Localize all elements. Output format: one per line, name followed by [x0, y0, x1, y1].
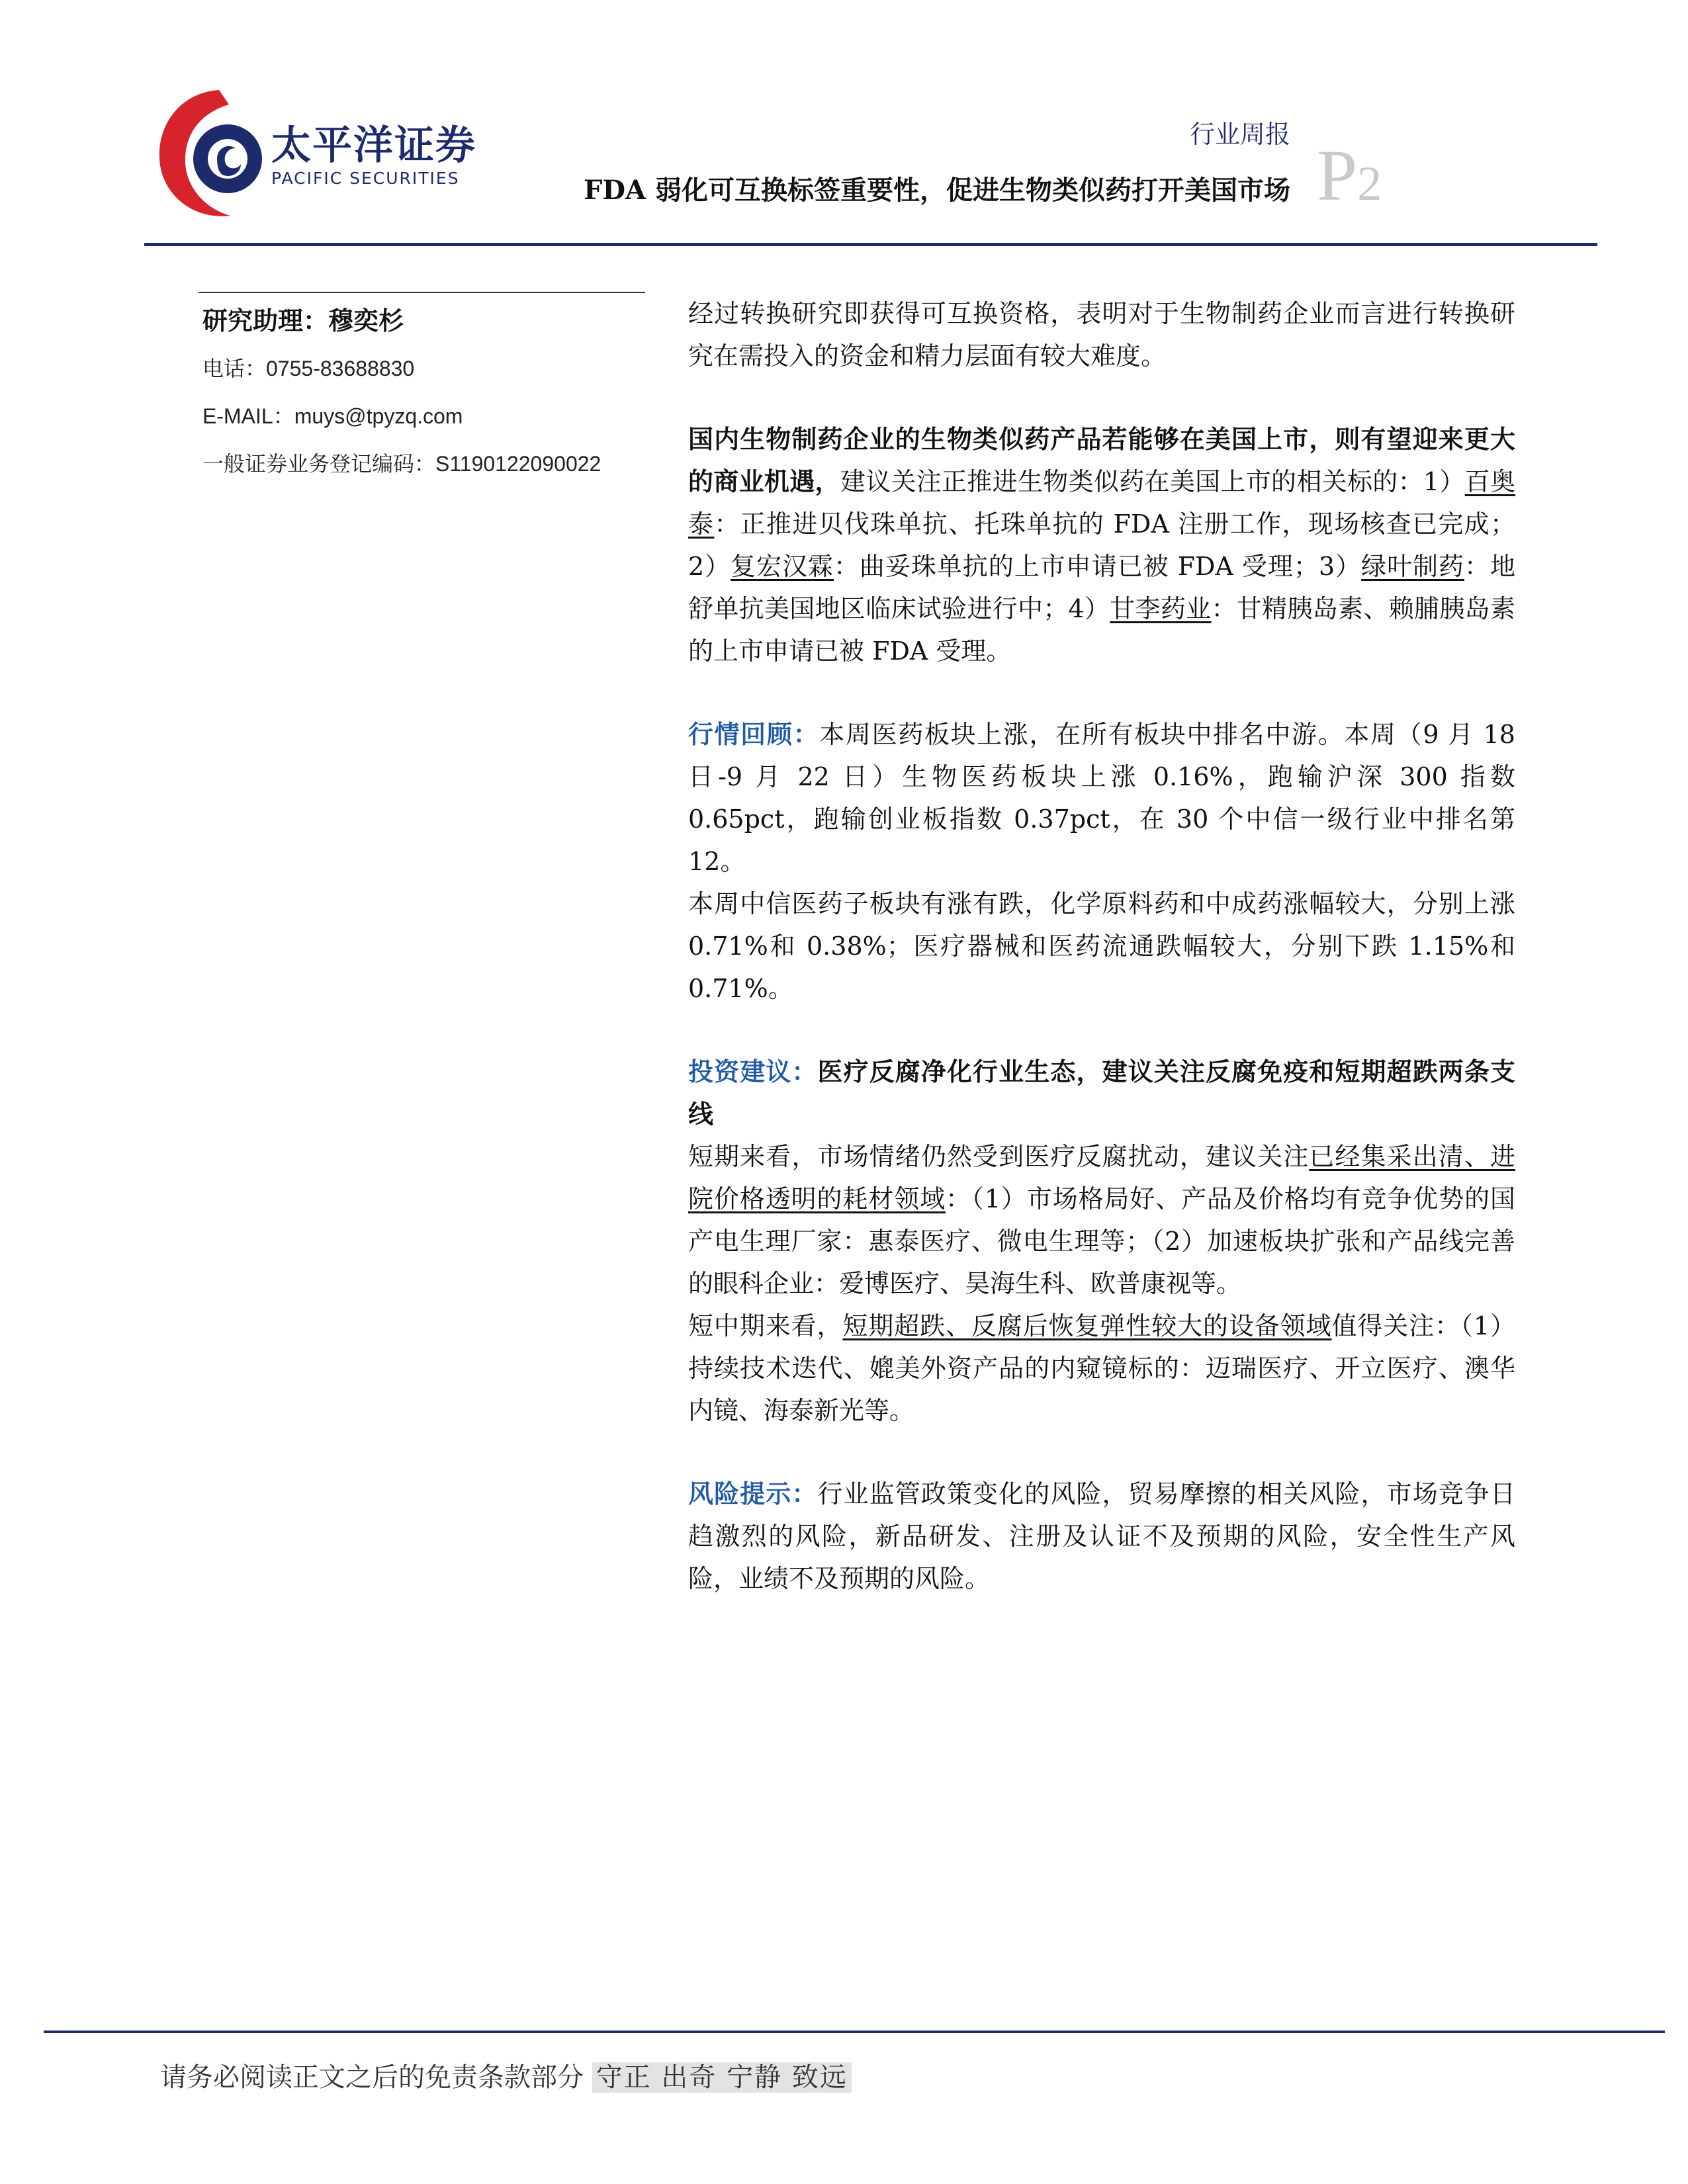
footer-divider	[44, 2031, 1665, 2033]
header-divider	[144, 243, 1597, 246]
subsector-paragraph: 本周中信医药子板块有涨有跌，化学原料药和中成药涨幅较大，分别上涨 0.71%和 0.38%；医疗器械和医药流通跌幅较大，分别下跌 1.15%和 0.71%。	[688, 889, 1515, 1003]
page-letter: P	[1317, 135, 1358, 216]
consumables-sector: 已经集采出清、进院价格透明的耗材领域	[688, 1142, 1515, 1213]
investment-heading-text: 医疗反腐净化行业生态，建议关注反腐免疫和短期超跌两条支线	[688, 1057, 1515, 1129]
investment-heading	[688, 1051, 1515, 1135]
company-baiaotai: 百奥泰	[688, 467, 1515, 539]
investment-label: 投资建议：	[688, 1057, 818, 1086]
analyst-name: 研究助理：穆奕杉	[202, 306, 404, 335]
report-title: FDA 弱化可互换标签重要性，促进生物类似药打开美国市场	[583, 175, 1290, 206]
short-term-text-2: ：（1）市场格局好、产品及价格均有竞争优势的国产电生理厂家：惠泰医疗、微电生理等；（2）加速板块扩张和产品线完善的眼科企业：爱博医疗、昊海生科、欧普康视等。	[688, 1184, 1515, 1298]
page-number	[1317, 135, 1382, 216]
risk-label: 风险提示：	[688, 1479, 818, 1508]
company-fuhong-hanlin: 复宏汉霖	[731, 552, 834, 581]
registration-code: 一般证券业务登记编码：S1190122090022	[202, 452, 601, 476]
market-review-label: 行情回顾：	[688, 719, 820, 749]
company-logo	[156, 85, 487, 224]
recommendation-text-5: ：甘精胰岛素、赖脯胰岛素的上市申请已被 FDA 受理。	[688, 594, 1515, 666]
footer	[160, 2056, 852, 2094]
mid-term-text-1: 短中期来看，	[688, 1311, 843, 1340]
company-luye-pharma: 绿叶制药	[1361, 552, 1464, 581]
sidebar-divider	[199, 292, 645, 293]
pacific-logo-icon	[156, 85, 269, 224]
risk-paragraph	[688, 1473, 1515, 1600]
mid-term-paragraph	[688, 1305, 1515, 1432]
footer-disclaimer: 请务必阅读正文之后的免责条款部分	[160, 2062, 584, 2093]
company-ganli-pharma: 甘李药业	[1110, 594, 1212, 623]
recommendation-text-4: ：地舒单抗美国地区临床试验进行中；4）	[688, 552, 1515, 623]
report-body	[688, 292, 1515, 1600]
report-type: 行业周报	[1189, 120, 1290, 149]
short-term-paragraph	[688, 1135, 1515, 1305]
market-review-text: 本周医药板块上涨，在所有板块中排名中游。本周（9 月 18 日-9 月 22 日）生物医药板块上涨 0.16%，跑输沪深 300 指数 0.65pct，跑输创业板指数 0.37pct，在 30 个中信一级行业中排名第 12。	[688, 720, 1515, 876]
recommendation-text-3: ：曲妥珠单抗的上市申请已被 FDA 受理；3）	[834, 552, 1362, 581]
recommendation-paragraph	[688, 418, 1515, 672]
logo-chinese-name: 太平洋证券	[271, 122, 476, 169]
analyst-email: E-MAIL：muys@tpyzq.com	[202, 404, 463, 428]
short-term-text-1: 短期来看，市场情绪仍然受到医疗反腐扰动，建议关注	[688, 1142, 1310, 1171]
page-digit: 2	[1357, 157, 1382, 211]
recommendation-lead: 国内生物制药企业的生物类似药产品若能够在美国上市，则有望迎来更大的商业机遇，	[688, 424, 1515, 496]
analyst-phone: 电话：0755-83688830	[202, 357, 415, 380]
equipment-sector: 短期超跌、反腐后恢复弹性较大的设备领域	[842, 1311, 1332, 1340]
recommendation-text-2: ：正推进贝伐珠单抗、托珠单抗的 FDA 注册工作，现场核查已完成；2）	[688, 509, 1515, 581]
logo-english-name: PACIFIC SECURITIES	[271, 169, 460, 188]
mid-term-text-2: 值得关注：（1）持续技术迭代、媲美外资产品的内窥镜标的：迈瑞医疗、开立医疗、澳华内镜、海泰新光等。	[688, 1311, 1515, 1425]
footer-motto: 守正 出奇 宁静 致远	[592, 2062, 852, 2093]
risk-text: 行业监管政策变化的风险，贸易摩擦的相关风险，市场竞争日趋激烈的风险，新品研发、注册及认证不及预期的风险，安全性生产风险，业绩不及预期的风险。	[688, 1479, 1515, 1593]
recommendation-text-1: 建议关注正推进生物类似药在美国上市的相关标的：1）	[840, 467, 1465, 496]
market-review-paragraph	[688, 713, 1515, 883]
intro-paragraph: 经过转换研究即获得可互换资格，表明对于生物制药企业而言进行转换研究在需投入的资金和精力层面有较大难度。	[688, 299, 1515, 371]
